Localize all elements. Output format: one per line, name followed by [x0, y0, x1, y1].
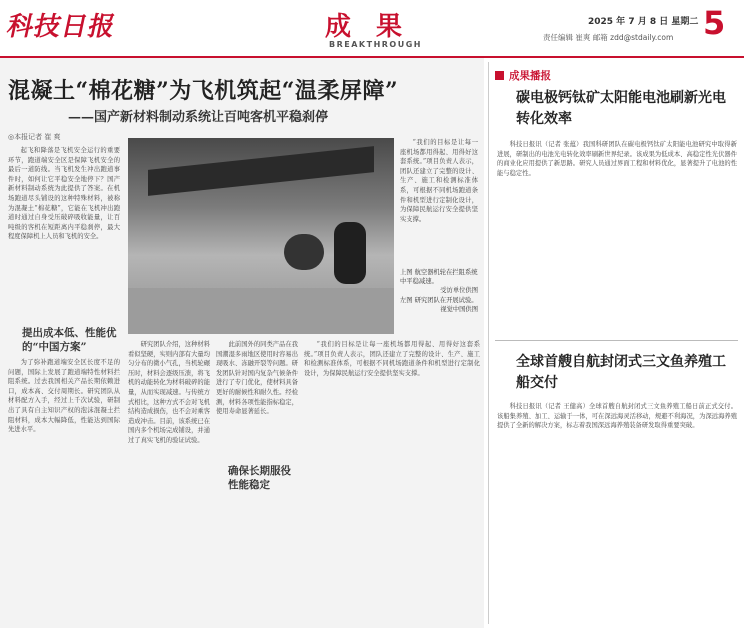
byline: ◎本报记者 崔 爽	[8, 133, 61, 141]
article-column-1b	[8, 358, 120, 620]
main-subheadline: ——国产新材料制动系统让百吨客机平稳刹停	[68, 110, 329, 125]
runway-ground	[128, 288, 394, 334]
article-paragraph: 为了弥补跑道端安全区长度不足的问题，国际上发展了跑道端特性材料拦阻系统。过去我国相关产品长期依赖进口，成本高、交付周期长。研究团队从材料配方入手，经过上千次试验，研制出了具有自主知识产权的泡沫混凝土拦阻材料，成本大幅降低，性能达到国际先进水平。	[8, 359, 120, 434]
brief-headline-2: 全球首艘自航封闭式三文鱼养殖工船交付	[516, 354, 726, 391]
article-paragraph: 起飞和降落是飞机安全运行的重要环节，跑道端安全区是保障飞机安全的最后一道防线。当飞机发生冲出跑道事件时，如何让它平稳安全地停下？国产新材料制动系统为此提供了答案。在机场跑道尽头铺设的这种特殊材料，被称为混凝土“棉花糖”，它能在飞机冲出跑道时通过自身受压破碎吸收能量，让百吨级的客机在短距离内平稳刹停，最大程度保障机上人员和飞机的安全。	[8, 147, 120, 241]
news-brief-header: 成果播报	[509, 70, 551, 82]
section-marker-icon	[495, 71, 504, 80]
article-column-3	[216, 340, 298, 456]
section-subheading-2: 确保长期服役性能稳定	[228, 465, 291, 491]
page-number: 5	[703, 4, 726, 42]
article-paragraph: “我们的目标是让每一座机场都用得起、用得好这套系统。”项目负责人表示，团队还建立了完整的设计、生产、施工和检测标准体系，可根据不同机场跑道条件和机型进行定制化设计，为保障民航运行安全提供坚实支撑。	[304, 341, 480, 377]
main-headline: 混凝土“棉花糖”为飞机筑起“温柔屏障”	[8, 78, 399, 104]
article-paragraph: 科技日报讯（记者 张蕴）我国科研团队在碳电极钙钛矿太阳能电池研究中取得新进展，研制出的电池光电转化效率刷新世界纪录。该成果为低成本、高稳定性光伏器件的商业化应用提供了新思路。研究人员通过界面工程和材料优化，显著提升了电池的性能与稳定性。	[497, 141, 737, 177]
article-column-5	[304, 340, 480, 620]
editor-info: 责任编辑 崔爽 邮箱 zdd@stdaily.com	[543, 33, 674, 42]
caption-top: 上图 航空器机轮在拦阻系统中平稳减速。	[400, 269, 478, 286]
article-paragraph: 研究团队介绍，这种材料看似坚硬，实则内部有大量均匀分布的微小气孔，当机轮碾压时，材料会逐级压溃，将飞机的动能转化为材料破碎的能量，从而实现减速。与传统方式相比，这种方式不会对飞机结构造成损伤，也不会对乘客造成冲击。目前，该系统已在国内多个机场完成铺设，并通过了真实飞机的验证试验。	[128, 341, 210, 444]
caption-credit-2: 视觉中国供图	[440, 305, 478, 313]
article-paragraph: “我们的目标是让每一座机场都用得起、用得好这套系统。”项目负责人表示，团队还建立了完整的设计、生产、施工和检测标准体系，可根据不同机场跑道条件和机型进行定制化设计，为保障民航运行安全提供坚实支撑。	[400, 139, 478, 223]
aircraft-wing-shape	[148, 146, 374, 196]
section-title: 成 果	[325, 12, 411, 42]
issue-date: 2025 年 7 月 8 日 星期二	[588, 17, 699, 27]
aircraft-landing-photo	[128, 138, 394, 334]
caption-bottom: 左图 研究团队在开展试验。	[400, 296, 478, 304]
article-column-1	[8, 146, 120, 324]
brief-body-2	[497, 402, 737, 622]
section-subtitle: BREAKTHROUGH	[329, 40, 422, 49]
brief-headline-1: 碳电极钙钛矿太阳能电池刷新光电转化效率	[516, 90, 726, 127]
article-paragraph: 科技日报讯（记者 王健高）全球首艘自航封闭式三文鱼养殖工船日前正式交付。该船集养殖、加工、运输于一体，可在深远海灵活移动，规避不利海况，为深远海养殖提供了全新的解决方案，标志着我国深远海养殖装备研发取得重要突破。	[497, 403, 737, 430]
caption-credit: 受访单位供图	[440, 287, 478, 295]
section-subheading-1: 提出成本低、性能优的“中国方案”	[22, 327, 117, 353]
column-divider	[488, 62, 489, 624]
engine-shape	[284, 234, 324, 270]
newspaper-logo: 科技日报	[4, 12, 119, 42]
article-column-4-top	[400, 138, 478, 262]
photo-caption	[400, 268, 478, 314]
brief-body-1	[497, 140, 737, 334]
brief-divider	[495, 340, 738, 341]
article-column-2	[128, 340, 210, 620]
landing-gear-shape	[334, 222, 366, 284]
article-paragraph: 此前国外的同类产品在我国潮湿多雨地区使用时容易出现吸水、冻融开裂等问题。研发团队针对国内复杂气候条件进行了专门优化，使材料具备更好的耐候性和耐久性。经检测，材料各项性能指标稳定，使用寿命显著延长。	[216, 341, 298, 416]
